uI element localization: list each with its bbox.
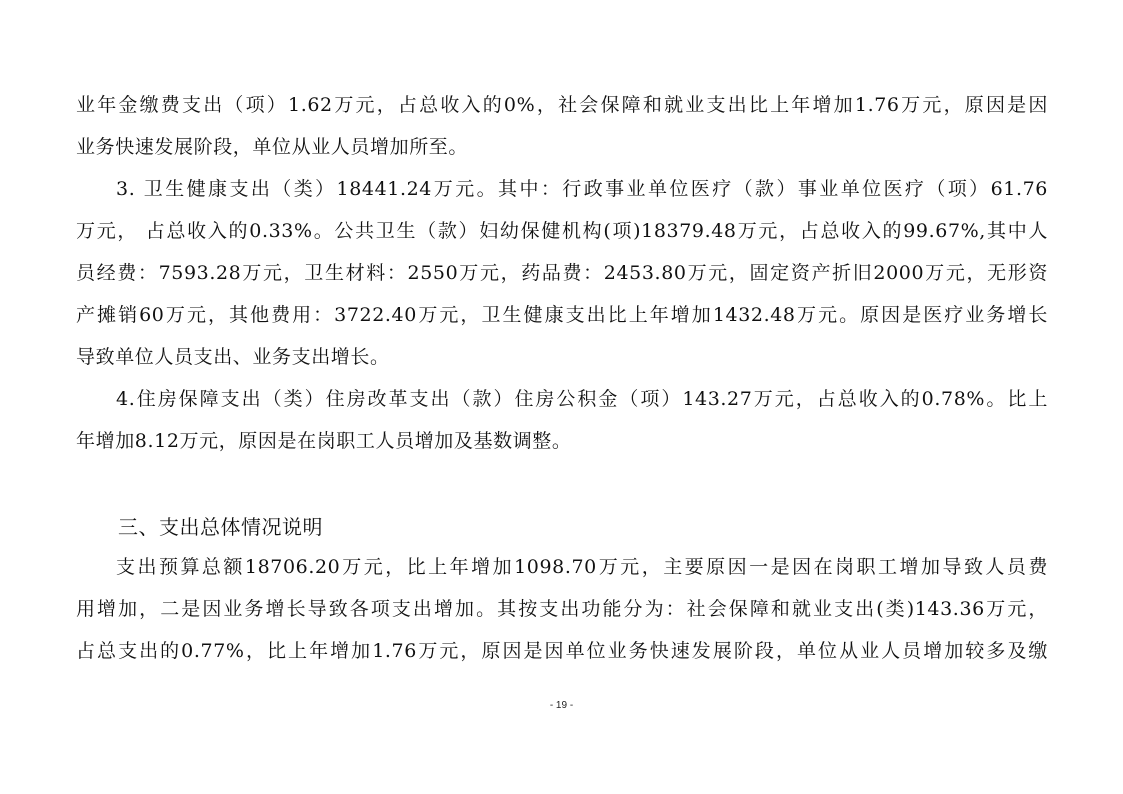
body-line: 占总支出的0.77%，比上年增加1.76万元，原因是因单位业务快速发展阶段，单位从业人员增加较多及缴	[76, 640, 1048, 662]
body-line: 员经费：7593.28万元，卫生材料：2550万元，药品费：2453.80万元，固定资产折旧2000万元，无形资	[76, 262, 1048, 284]
body-line: 用增加，二是因业务增长导致各项支出增加。其按支出功能分为：社会保障和就业支出(类)143.36万元，	[76, 598, 1048, 620]
body-line: 万元， 占总收入的0.33%。公共卫生（款）妇幼保健机构(项)18379.48万元，占总收入的99.67%,其中人	[76, 220, 1048, 242]
body-line: 产摊销60万元，其他费用：3722.40万元，卫生健康支出比上年增加1432.48万元。原因是医疗业务增长	[76, 304, 1048, 326]
body-line: 3. 卫生健康支出（类）18441.24万元。其中：行政事业单位医疗（款）事业单位医疗（项）61.76	[116, 178, 1048, 200]
page-number: - 19 -	[549, 700, 574, 711]
body-line: 4.住房保障支出（类）住房改革支出（款）住房公积金（项）143.27万元，占总收入的0.78%。比上	[116, 388, 1048, 410]
body-line: 导致单位人员支出、业务支出增长。	[76, 346, 390, 368]
body-line: 业年金缴费支出（项）1.62万元，占总收入的0%，社会保障和就业支出比上年增加1.76万元，原因是因	[76, 94, 1048, 116]
body-line: 支出预算总额18706.20万元，比上年增加1098.70万元，主要原因一是因在岗职工增加导致人员费	[116, 556, 1048, 578]
body-line: 年增加8.12万元，原因是在岗职工人员增加及基数调整。	[76, 430, 572, 452]
body-line: 业务快速发展阶段，单位从业人员增加所至。	[76, 136, 469, 158]
section-heading: 三、支出总体情况说明	[118, 515, 323, 539]
